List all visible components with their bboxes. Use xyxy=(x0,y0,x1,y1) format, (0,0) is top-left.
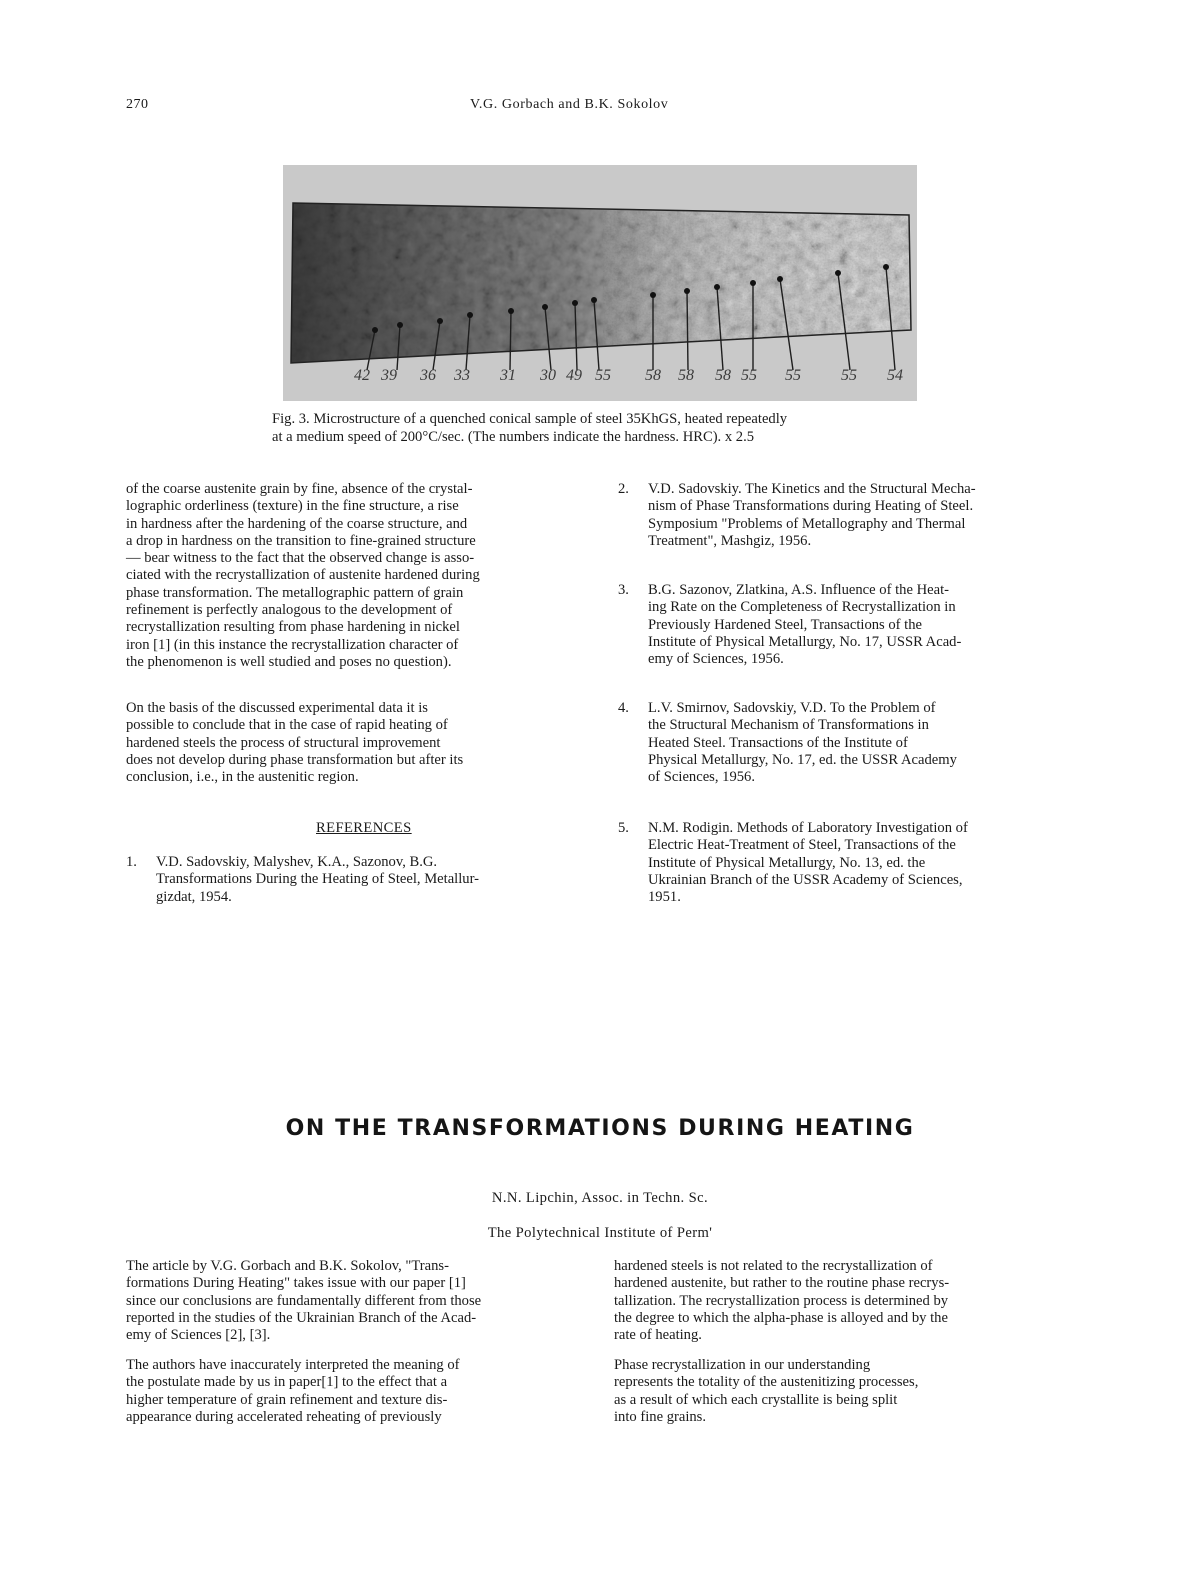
running-head: V.G. Gorbach and B.K. Sokolov xyxy=(470,97,669,112)
hardness-label-9: 58 xyxy=(645,367,661,384)
microstructure-image xyxy=(283,165,917,401)
reference-text: V.D. Sadovskiy. The Kinetics and the Structural Mecha- nism of Phase Transformations during Heating of Steel. Symposium "Problems of Metallography and Thermal Treatment", Mashgiz, 1956. xyxy=(648,481,976,549)
reference-text: B.G. Sazonov, Zlatkina, A.S. Influence of the Heat- ing Rate on the Completeness of Recrystallization in Previously Hardened Steel, Transactions of the Institute of Physical Metallurgy, No. 17, USSR Acad- emy of Sciences, 1956. xyxy=(648,582,962,668)
reference-item xyxy=(618,700,1088,786)
reference-text: N.M. Rodigin. Methods of Laboratory Investigation of Electric Heat-Treatment of Steel, Transactions of the Institute of Physical Metallurgy, No. 13, ed. the Ukrainian Branch of the USSR Academy of Sciences, 1951. xyxy=(648,820,968,906)
article-paragraph: Phase recrystallization in our understanding represents the totality of the austenitizing processes, as a result of which each crystallite is being split into fine grains. xyxy=(614,1357,919,1425)
hardness-label-1: 42 xyxy=(354,367,370,384)
reference-item xyxy=(618,820,1088,906)
reference-number: 4. xyxy=(618,700,629,716)
hardness-label-13: 55 xyxy=(785,367,801,384)
hardness-label-7: 49 xyxy=(566,367,582,384)
article-title: ON THE TRANSFORMATIONS DURING HEATING xyxy=(285,1116,915,1141)
caption-line-2: at a medium speed of 200°C/sec. (The numbers indicate the hardness. HRC). x 2.5 xyxy=(272,428,755,445)
figure-microstructure xyxy=(283,165,917,401)
page-number: 270 xyxy=(126,97,149,112)
hardness-label-4: 33 xyxy=(454,367,470,384)
hardness-label-11: 58 xyxy=(715,367,731,384)
reference-number: 3. xyxy=(618,582,629,598)
reference-number: 5. xyxy=(618,820,629,836)
reference-item xyxy=(618,481,1088,550)
article-paragraph: The authors have inaccurately interpreted the meaning of the postulate made by us in paper[1] to the effect that a higher temperature of grain refinement and texture dis- appearance during accelerated reheating of previously xyxy=(126,1357,460,1425)
hardness-label-8: 55 xyxy=(595,367,611,384)
references-heading: REFERENCES xyxy=(316,820,412,836)
caption-line-1: Fig. 3. Microstructure of a quenched conical sample of steel 35KhGS, heated repeatedly xyxy=(272,411,788,427)
article-institution: The Polytechnical Institute of Perm' xyxy=(487,1225,713,1241)
hardness-label-12: 55 xyxy=(741,367,757,384)
reference-item xyxy=(618,582,1088,668)
article-author: N.N. Lipchin, Assoc. in Techn. Sc. xyxy=(491,1190,709,1206)
reference-item xyxy=(126,854,606,906)
hardness-label-15: 54 xyxy=(887,367,903,384)
hardness-label-2: 39 xyxy=(381,367,397,384)
article-paragraph: hardened steels is not related to the recrystallization of hardened austenite, but rather to the routine phase recrys- tallization. The recrystallization process is determined by the degree to which the alpha-phase is alloyed and by the rate of heating. xyxy=(614,1258,950,1344)
figure-caption xyxy=(272,411,952,446)
hardness-label-5: 31 xyxy=(500,367,516,384)
hardness-label-3: 36 xyxy=(420,367,436,384)
hardness-label-14: 55 xyxy=(841,367,857,384)
article-paragraph: The article by V.G. Gorbach and B.K. Sokolov, "Trans- formations During Heating" takes issue with our paper [1] since our conclusions are fundamentally different from those reported in the studies of the Ukrainian Branch of the Acad- emy of Sciences [2], [3]. xyxy=(126,1258,482,1344)
body-paragraph: of the coarse austenite grain by fine, absence of the crystal- lographic orderliness (texture) in the fine structure, a rise in hardness after the hardening of the coarse structure, and a drop in hardness on the transition to fine-grained structure — bear witness to the fact that the observed change is asso- ciated with the recrystallization of austenite hardened during phase transformation. The metallographic pattern of grain refinement is perfectly analogous to the development of recrystallization resulting from phase hardening in nickel iron [1] (in this instance the recrystallization character of the phenomenon is well studied and poses no question). xyxy=(126,481,480,670)
hardness-label-10: 58 xyxy=(678,367,694,384)
reference-number: 1. xyxy=(126,854,137,870)
hardness-label-6: 30 xyxy=(540,367,556,384)
body-paragraph: On the basis of the discussed experimental data it is possible to conclude that in the case of rapid heating of hardened steels the process of structural improvement does not develop during phase transformation but after its conclusion, i.e., in the austenitic region. xyxy=(126,700,464,786)
reference-text: L.V. Smirnov, Sadovskiy, V.D. To the Problem of the Structural Mechanism of Transformations in Heated Steel. Transactions of the Institute of Physical Metallurgy, No. 17, ed. the USSR Academy of Sciences, 1956. xyxy=(648,700,957,786)
reference-number: 2. xyxy=(618,481,629,497)
reference-text: V.D. Sadovskiy, Malyshev, K.A., Sazonov, B.G. Transformations During the Heating of Steel, Metallur- gizdat, 1954. xyxy=(156,854,480,905)
